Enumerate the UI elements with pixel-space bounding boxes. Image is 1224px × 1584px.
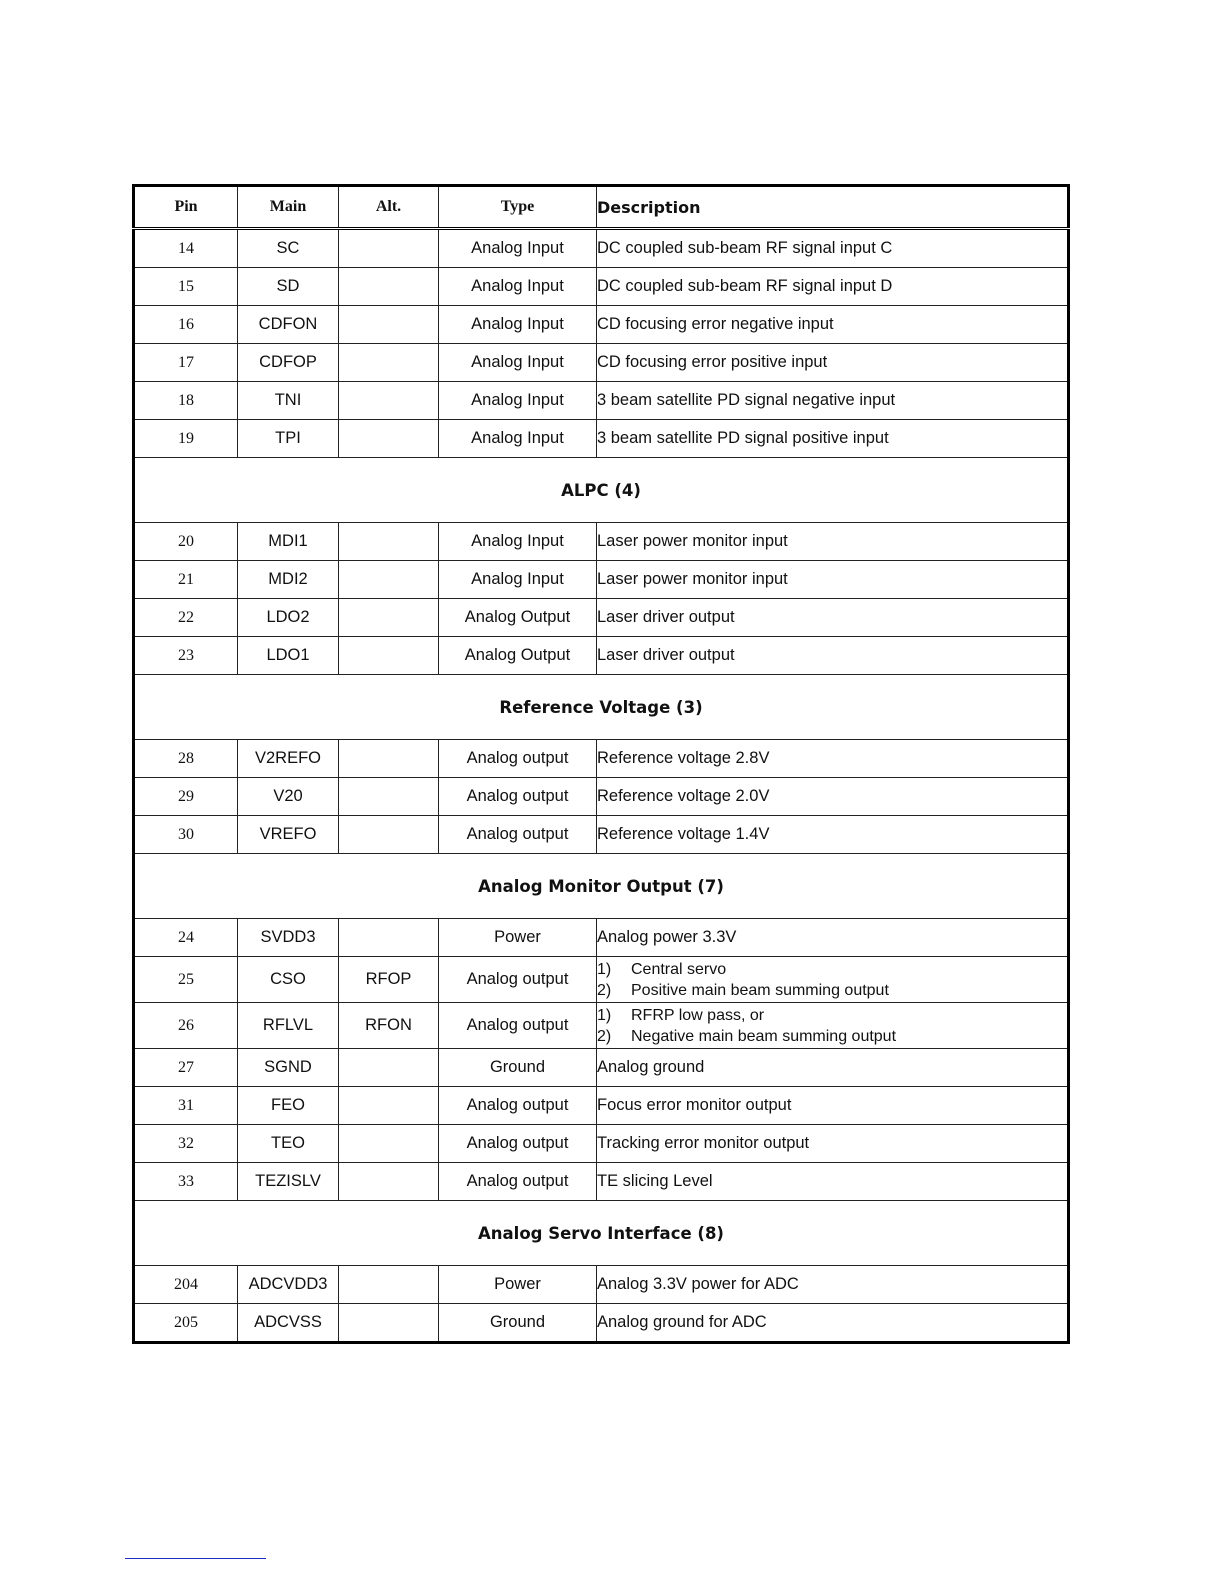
alt-name (339, 740, 439, 778)
pin-description: Laser driver output (597, 637, 1069, 675)
alt-name (339, 229, 439, 268)
pin-number: 25 (134, 957, 238, 1003)
main-name: ADCVDD3 (238, 1266, 339, 1304)
main-name: V2REFO (238, 740, 339, 778)
list-text: Negative main beam summing output (631, 1027, 897, 1045)
alt-name (339, 1125, 439, 1163)
pin-number: 26 (134, 1003, 238, 1049)
pin-type: Analog Input (439, 382, 597, 420)
table-row (134, 919, 1069, 957)
pin-description: Analog power 3.3V (597, 919, 1069, 957)
section-title: Analog Monitor Output (7) (134, 854, 1069, 919)
table-row (134, 382, 1069, 420)
alt-name (339, 561, 439, 599)
alt-name (339, 778, 439, 816)
pin-description: Analog 3.3V power for ADC (597, 1266, 1069, 1304)
pin-description: 3 beam satellite PD signal positive input (597, 420, 1069, 458)
description-list-item (597, 1026, 1067, 1047)
main-name: LDO1 (238, 637, 339, 675)
pin-number: 16 (134, 306, 238, 344)
list-number: 2) (597, 1027, 612, 1045)
pin-type: Analog Output (439, 637, 597, 675)
pin-description: CD focusing error negative input (597, 306, 1069, 344)
table-row (134, 561, 1069, 599)
pin-description: Tracking error monitor output (597, 1125, 1069, 1163)
pin-type: Analog output (439, 1163, 597, 1201)
pin-type: Analog output (439, 740, 597, 778)
section-title: Reference Voltage (3) (134, 675, 1069, 740)
main-name: CDFON (238, 306, 339, 344)
table-row (134, 420, 1069, 458)
table-row (134, 957, 1069, 1003)
pin-number: 23 (134, 637, 238, 675)
pin-number: 204 (134, 1266, 238, 1304)
table-body (134, 229, 1069, 1343)
list-text: Central servo (631, 960, 727, 978)
section-title: Analog Servo Interface (8) (134, 1201, 1069, 1266)
table-row (134, 778, 1069, 816)
alt-name: RFON (339, 1003, 439, 1049)
pin-type: Analog output (439, 1087, 597, 1125)
pin-type: Analog Input (439, 306, 597, 344)
table-row (134, 1049, 1069, 1087)
header-alt: Alt. (339, 186, 439, 229)
main-name: TPI (238, 420, 339, 458)
header-description: Description (597, 186, 1069, 229)
pin-description: Reference voltage 2.0V (597, 778, 1069, 816)
pin-description: Reference voltage 2.8V (597, 740, 1069, 778)
pin-type: Analog Output (439, 599, 597, 637)
pin-description: Analog ground for ADC (597, 1304, 1069, 1343)
main-name: SC (238, 229, 339, 268)
list-number: 2) (597, 981, 612, 999)
alt-name (339, 306, 439, 344)
main-name: TEZISLV (238, 1163, 339, 1201)
pin-type: Analog Input (439, 420, 597, 458)
alt-name (339, 1266, 439, 1304)
table-row (134, 306, 1069, 344)
table-row (134, 599, 1069, 637)
pin-number: 32 (134, 1125, 238, 1163)
alt-name (339, 1087, 439, 1125)
description-list-item (597, 1005, 1067, 1026)
alt-name (339, 599, 439, 637)
main-name: RFLVL (238, 1003, 339, 1049)
alt-name (339, 1163, 439, 1201)
section-title: ALPC (4) (134, 458, 1069, 523)
pin-description (597, 1003, 1069, 1049)
pin-type: Analog Input (439, 561, 597, 599)
pin-type: Analog Input (439, 268, 597, 306)
pin-number: 30 (134, 816, 238, 854)
pin-type: Analog output (439, 1003, 597, 1049)
pin-type: Analog output (439, 816, 597, 854)
table-row (134, 344, 1069, 382)
main-name: MDI1 (238, 523, 339, 561)
alt-name (339, 1304, 439, 1343)
table-row (134, 740, 1069, 778)
pin-type: Analog output (439, 778, 597, 816)
table-row (134, 1163, 1069, 1201)
pin-number: 27 (134, 1049, 238, 1087)
pin-description: DC coupled sub-beam RF signal input C (597, 229, 1069, 268)
pin-type: Power (439, 919, 597, 957)
pin-number: 33 (134, 1163, 238, 1201)
main-name: TNI (238, 382, 339, 420)
pin-description: Laser power monitor input (597, 561, 1069, 599)
table-row (134, 229, 1069, 268)
pin-description: Laser driver output (597, 599, 1069, 637)
table-row (134, 816, 1069, 854)
pin-description: Reference voltage 1.4V (597, 816, 1069, 854)
list-number: 1) (597, 1006, 612, 1024)
header-main: Main (238, 186, 339, 229)
pin-type: Ground (439, 1049, 597, 1087)
alt-name (339, 344, 439, 382)
list-text: RFRP low pass, or (631, 1006, 765, 1024)
alt-name (339, 816, 439, 854)
main-name: TEO (238, 1125, 339, 1163)
pin-number: 22 (134, 599, 238, 637)
pin-type: Analog Input (439, 229, 597, 268)
table-row (134, 523, 1069, 561)
alt-name (339, 919, 439, 957)
main-name: CDFOP (238, 344, 339, 382)
pin-type: Analog Input (439, 523, 597, 561)
header-type: Type (439, 186, 597, 229)
pin-type: Analog output (439, 957, 597, 1003)
description-list-item (597, 959, 1067, 980)
description-list-item (597, 980, 1067, 1001)
pin-number: 29 (134, 778, 238, 816)
pin-type: Analog output (439, 1125, 597, 1163)
list-text: Positive main beam summing output (631, 981, 889, 999)
main-name: SGND (238, 1049, 339, 1087)
pin-description: Focus error monitor output (597, 1087, 1069, 1125)
footnote-separator (125, 1558, 266, 1559)
table-row (134, 1304, 1069, 1343)
main-name: ADCVSS (238, 1304, 339, 1343)
pin-number: 31 (134, 1087, 238, 1125)
pin-description: DC coupled sub-beam RF signal input D (597, 268, 1069, 306)
pin-number: 14 (134, 229, 238, 268)
main-name: SVDD3 (238, 919, 339, 957)
table-row (134, 1125, 1069, 1163)
section-header-row (134, 458, 1069, 523)
list-number: 1) (597, 960, 612, 978)
pin-number: 28 (134, 740, 238, 778)
main-name: V20 (238, 778, 339, 816)
main-name: LDO2 (238, 599, 339, 637)
main-name: SD (238, 268, 339, 306)
section-header-row (134, 854, 1069, 919)
pin-description: 3 beam satellite PD signal negative input (597, 382, 1069, 420)
main-name: CSO (238, 957, 339, 1003)
pin-number: 17 (134, 344, 238, 382)
table-row (134, 1087, 1069, 1125)
header-pin: Pin (134, 186, 238, 229)
section-header-row (134, 675, 1069, 740)
pin-description: Laser power monitor input (597, 523, 1069, 561)
section-header-row (134, 1201, 1069, 1266)
pin-type: Ground (439, 1304, 597, 1343)
pin-number: 18 (134, 382, 238, 420)
pin-number: 24 (134, 919, 238, 957)
table-header-row (134, 186, 1069, 229)
main-name: VREFO (238, 816, 339, 854)
pin-number: 21 (134, 561, 238, 599)
table-row (134, 1266, 1069, 1304)
alt-name (339, 1049, 439, 1087)
pin-description: CD focusing error positive input (597, 344, 1069, 382)
pin-number: 205 (134, 1304, 238, 1343)
pin-description (597, 957, 1069, 1003)
pin-description: Analog ground (597, 1049, 1069, 1087)
alt-name (339, 637, 439, 675)
table-row (134, 268, 1069, 306)
pin-number: 19 (134, 420, 238, 458)
main-name: FEO (238, 1087, 339, 1125)
pin-description-table (132, 184, 1070, 1344)
alt-name (339, 420, 439, 458)
alt-name (339, 382, 439, 420)
pin-type: Power (439, 1266, 597, 1304)
pin-number: 15 (134, 268, 238, 306)
table-row (134, 637, 1069, 675)
alt-name (339, 523, 439, 561)
table-row (134, 1003, 1069, 1049)
pin-description: TE slicing Level (597, 1163, 1069, 1201)
alt-name (339, 268, 439, 306)
main-name: MDI2 (238, 561, 339, 599)
pin-type: Analog Input (439, 344, 597, 382)
pin-number: 20 (134, 523, 238, 561)
alt-name: RFOP (339, 957, 439, 1003)
